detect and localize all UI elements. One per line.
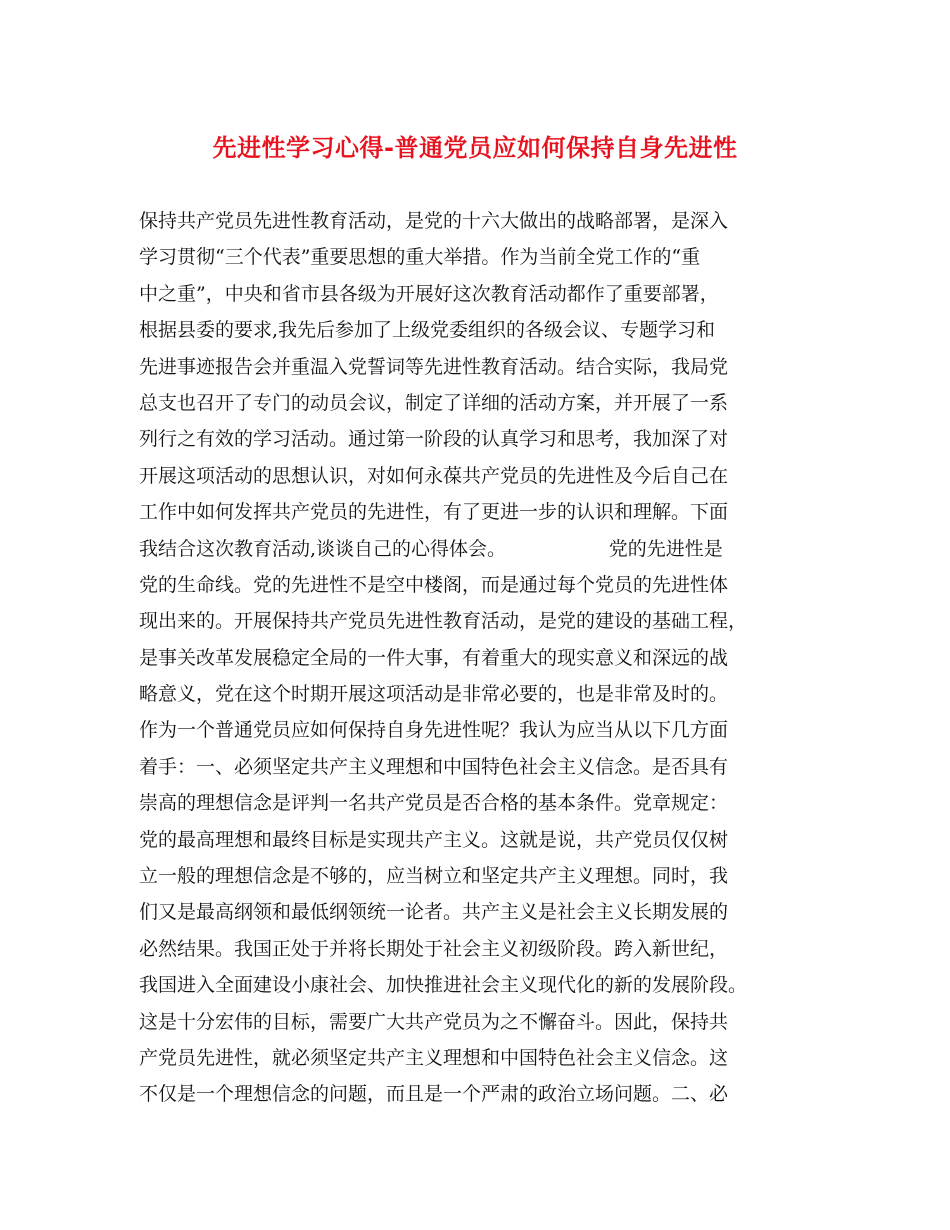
body-line-8: 开展这项活动的思想认识，对如何永葆共产党员的先进性及今后自己在 — [139, 464, 729, 487]
body-line-5: 先进事迹报告会并重温入党誓词等先进性教育活动。结合实际，我局党 — [139, 355, 729, 378]
document-body — [139, 203, 839, 1113]
body-line-3: 中之重”，中央和省市县各级为开展好这次教育活动都作了重要部署， — [139, 282, 719, 305]
body-line-2: 学习贯彻“三个代表”重要思想的重大举措。作为当前全党工作的“重 — [139, 246, 701, 269]
body-line-11: 党的生命线。党的先进性不是空中楼阁，而是通过每个党员的先进性体 — [139, 573, 729, 596]
body-line-25: 不仅是一个理想信念的问题，而且是一个严肃的政治立场问题。二、必 — [139, 1083, 729, 1106]
body-line-14: 略意义，党在这个时期开展这项活动是非常必要的，也是非常及时的。 — [139, 683, 729, 706]
body-line-6: 总支也召开了专门的动员会议，制定了详细的活动方案，并开展了一系 — [139, 391, 729, 414]
body-line-19: 立一般的理想信念是不够的，应当树立和坚定共产主义理想。同时，我 — [139, 865, 729, 888]
body-line-20: 们又是最高纲领和最低纲领统一论者。共产主义是社会主义长期发展的 — [139, 901, 729, 924]
body-line-4: 根据县委的要求,我先后参加了上级党委组织的各级会议、专题学习和 — [139, 319, 716, 342]
body-line-23: 这是十分宏伟的目标，需要广大共产党员为之不懈奋斗。因此，保持共 — [139, 1010, 729, 1033]
body-line-7: 列行之有效的学习活动。通过第一阶段的认真学习和思考，我加深了对 — [139, 428, 729, 451]
body-line-10: 我结合这次教育活动,谈谈自己的心得体会。 党的先进性是 — [139, 537, 723, 560]
body-line-24: 产党员先进性，就必须坚定共产主义理想和中国特色社会主义信念。这 — [139, 1046, 729, 1069]
body-line-21: 必然结果。我国正处于并将长期处于社会主义初级阶段。跨入新世纪， — [139, 937, 729, 960]
body-line-18: 党的最高理想和最终目标是实现共产主义。这就是说，共产党员仅仅树 — [139, 828, 729, 851]
body-line-16: 着手：一、必须坚定共产主义理想和中国特色社会主义信念。是否具有 — [139, 755, 729, 778]
body-line-17: 崇高的理想信念是评判一名共产党员是否合格的基本条件。党章规定： — [139, 792, 729, 815]
body-line-9: 工作中如何发挥共产党员的先进性，有了更进一步的认识和理解。下面 — [139, 501, 729, 524]
body-line-13: 是事关改革发展稳定全局的一件大事，有着重大的现实意义和深远的战 — [139, 646, 729, 669]
body-line-22: 我国进入全面建设小康社会、加快推进社会主义现代化的新的发展阶段。 — [139, 974, 748, 997]
document-title: 先进性学习心得-普通党员应如何保持自身先进性 — [212, 134, 738, 162]
body-line-1: 保持共产党员先进性教育活动，是党的十六大做出的战略部署，是深入 — [139, 210, 729, 232]
body-line-12: 现出来的。开展保持共产党员先进性教育活动，是党的建设的基础工程， — [139, 610, 748, 633]
body-line-15: 作为一个普通党员应如何保持自身先进性呢？我认为应当从以下几方面 — [139, 719, 729, 742]
